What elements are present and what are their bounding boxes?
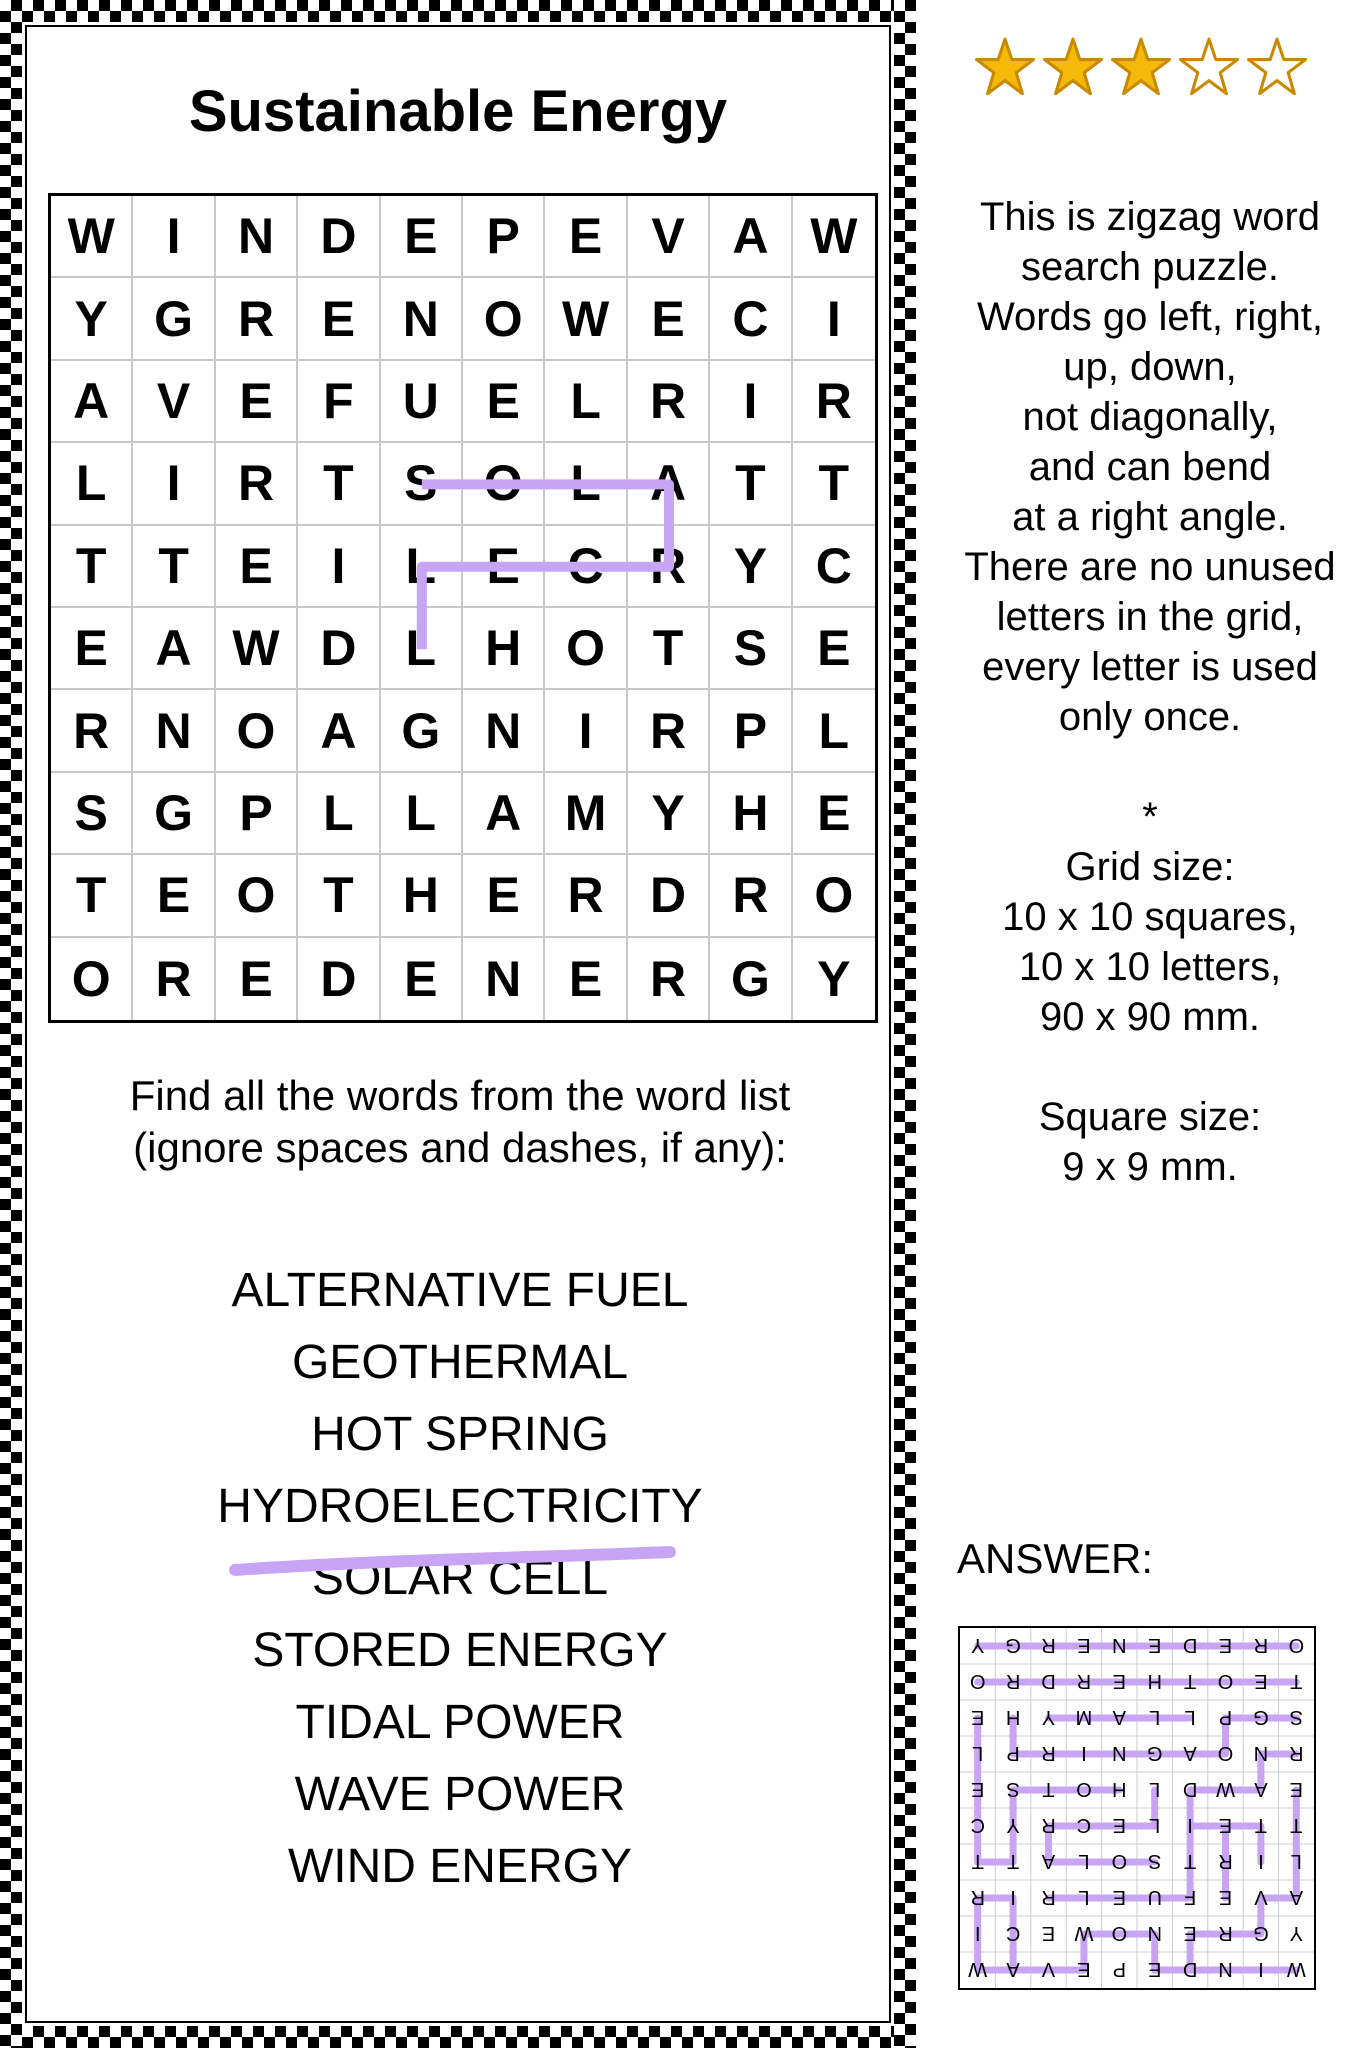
rules-line: every letter is used [982, 645, 1318, 689]
grid-cell[interactable]: R [628, 526, 710, 608]
grid-cell[interactable]: W [793, 196, 875, 278]
grid-cell[interactable]: U [381, 361, 463, 443]
grid-cell[interactable]: E [216, 361, 298, 443]
rules-line: 10 x 10 squares, [1002, 895, 1298, 939]
answer-letter: D [1041, 1670, 1056, 1692]
grid-cell[interactable]: Y [817, 950, 851, 1007]
star-empty-icon [1178, 36, 1240, 98]
grid-cell[interactable]: O [545, 608, 627, 690]
answer-letter: L [1149, 1778, 1161, 1800]
grid-cell[interactable]: T [793, 443, 875, 525]
grid-cell[interactable]: F [298, 361, 380, 443]
answer-letter: S [1006, 1778, 1020, 1800]
answer-letter: C [1005, 1922, 1021, 1944]
answer-letter: R [1076, 1670, 1092, 1692]
answer-letter: G [1253, 1922, 1269, 1944]
answer-letter: R [1041, 1634, 1056, 1656]
rules-line: search puzzle. [1021, 245, 1279, 289]
grid-cell[interactable]: E [216, 526, 298, 608]
answer-label: ANSWER: [957, 1535, 1154, 1582]
rules-line [935, 1042, 1365, 1092]
rules-line: and can bend [1028, 445, 1272, 489]
answer-letter: T [1183, 1850, 1197, 1872]
answer-letter: P [1112, 1958, 1126, 1980]
grid-cell[interactable]: Y [710, 526, 792, 608]
answer-letter: P [1006, 1742, 1020, 1764]
answer-letter: N [1253, 1742, 1269, 1764]
answer-letter: O [1076, 1778, 1092, 1800]
answer-letter: I [1258, 1958, 1264, 1980]
answer-letter: L [972, 1742, 984, 1764]
grid-cell[interactable]: N [463, 690, 545, 772]
answer-letter: N [1112, 1742, 1127, 1764]
answer-letter: L [1290, 1850, 1302, 1872]
rules-line: 90 x 90 mm. [1039, 995, 1261, 1039]
grid-cell[interactable]: S [710, 608, 792, 690]
grid-cell[interactable]: H [381, 855, 463, 937]
answer-letter: H [1112, 1778, 1127, 1800]
answer-letter: C [1076, 1814, 1092, 1836]
star-filled-icon [974, 36, 1036, 98]
answer-letter: Y [1289, 1922, 1303, 1944]
answer-letter: S [1289, 1706, 1303, 1728]
grid-cell[interactable]: S [381, 443, 463, 525]
grid-cell[interactable]: Y [51, 278, 133, 360]
answer-letter: D [1182, 1778, 1198, 1800]
rules-line: This is zigzag word [979, 195, 1321, 239]
grid-cell[interactable]: L [298, 773, 380, 855]
answer-letter: T [1254, 1814, 1268, 1836]
answer-letter: E [1254, 1670, 1268, 1692]
grid-cell[interactable]: G [133, 773, 215, 855]
star-empty-icon [1246, 36, 1308, 98]
answer-letter: R [1041, 1814, 1056, 1836]
grid-cell[interactable]: E [793, 773, 875, 855]
answer-letter: G [1253, 1706, 1269, 1728]
answer-letter: Y [1006, 1814, 1020, 1836]
answer-letter: L [1078, 1850, 1090, 1872]
grid-cell[interactable]: O [793, 855, 875, 937]
answer-letter: M [1075, 1706, 1093, 1728]
word-list-item: WIND ENERGY [287, 1840, 632, 1893]
grid-cell[interactable]: R [216, 443, 298, 525]
grid-cell[interactable]: A [710, 196, 792, 278]
checkered-border-bottom [0, 2026, 916, 2048]
grid-cell[interactable]: E [133, 855, 215, 937]
grid-cell[interactable]: I [710, 361, 792, 443]
word-list-item: STORED ENERGY [252, 1624, 668, 1677]
grid-cell[interactable]: D [298, 938, 380, 1020]
grid-cell[interactable]: A [51, 361, 133, 443]
answer-letter: R [1253, 1634, 1269, 1656]
grid-cell[interactable]: A [133, 608, 215, 690]
grid-cell[interactable]: O [216, 855, 298, 937]
grid-cell[interactable]: T [51, 526, 133, 608]
grid-cell[interactable]: L [381, 773, 463, 855]
grid-cell[interactable]: T [298, 443, 380, 525]
answer-letter: H [1147, 1670, 1162, 1692]
answer-letter: V [1254, 1886, 1268, 1908]
star-filled-icon [1042, 36, 1104, 98]
answer-letter: E [1112, 1814, 1126, 1836]
rules-line: * [1142, 795, 1158, 839]
grid-cell[interactable]: V [628, 196, 710, 278]
answer-letter: T [1290, 1814, 1303, 1836]
answer-letter: E [1112, 1670, 1126, 1692]
grid-cell[interactable]: E [381, 938, 463, 1020]
answer-letter: A [1112, 1706, 1126, 1728]
answer-letter: O [1217, 1670, 1234, 1692]
difficulty-rating [974, 36, 1308, 98]
answer-letter: A [1289, 1886, 1303, 1908]
answer-letter: E [1218, 1814, 1233, 1836]
rules-line [935, 742, 1365, 792]
grid-cell[interactable]: R [545, 855, 627, 937]
answer-letter: G [1146, 1742, 1163, 1764]
answer-letter: E [1077, 1634, 1091, 1656]
rules-line: letters in the grid, [996, 595, 1304, 639]
grid-cell[interactable]: R [51, 690, 133, 772]
grid-cell[interactable]: I [545, 690, 627, 772]
answer-letter: D [1182, 1958, 1198, 1980]
grid-cell[interactable]: L [381, 608, 463, 690]
grid-cell[interactable]: R [628, 361, 710, 443]
grid-cell[interactable]: T [710, 443, 792, 525]
rules-line: up, down, [1063, 345, 1237, 389]
grid-cell[interactable]: N [216, 196, 298, 278]
answer-letter: R [1289, 1742, 1304, 1764]
answer-letter: H [1005, 1706, 1021, 1728]
grid-cell[interactable]: G [710, 938, 792, 1020]
answer-letter: R [1005, 1670, 1021, 1692]
grid-cell[interactable]: V [133, 361, 215, 443]
answer-letter: L [1149, 1706, 1161, 1728]
answer-letter: L [1184, 1706, 1196, 1728]
page-title: Sustainable Energy [188, 79, 728, 144]
grid-cell[interactable]: A [628, 443, 710, 525]
answer-letter: E [971, 1706, 985, 1728]
grid-cell[interactable]: N [133, 690, 215, 772]
grid-cell[interactable]: P [710, 690, 792, 772]
instructions [60, 1070, 860, 1174]
answer-letter: E [1183, 1922, 1197, 1944]
grid-cell[interactable]: I [298, 526, 380, 608]
word-list [60, 1255, 860, 1903]
answer-letter: W [1216, 1778, 1235, 1800]
grid-cell[interactable]: T [133, 526, 215, 608]
grid-cell[interactable]: R [133, 938, 215, 1020]
answer-letter: Y [1041, 1706, 1056, 1728]
answer-letter: A [1183, 1742, 1197, 1764]
answer-letter: E [1148, 1634, 1162, 1656]
answer-letter: W [1074, 1922, 1094, 1944]
word-list-item: ALTERNATIVE FUEL [231, 1264, 689, 1317]
answer-letter: L [1149, 1814, 1161, 1836]
grid-cell[interactable]: W [216, 608, 298, 690]
grid-cell[interactable]: N [381, 278, 463, 360]
grid-cell[interactable]: D [298, 196, 380, 278]
grid-cell[interactable]: C [793, 526, 875, 608]
grid-cell[interactable]: L [51, 443, 133, 525]
word-list-item: GEOTHERMAL [291, 1336, 629, 1389]
answer-letter: T [1006, 1850, 1020, 1872]
grid-cell[interactable]: E [463, 526, 545, 608]
answer-letter: R [1041, 1886, 1056, 1908]
rules-line: There are no unused [964, 545, 1336, 589]
answer-letter: T [1290, 1670, 1303, 1692]
grid-cell[interactable]: D [628, 855, 710, 937]
grid-cell[interactable]: H [710, 773, 792, 855]
answer-letter: E [1289, 1778, 1303, 1800]
grid-cell[interactable]: Y [628, 773, 710, 855]
grid-cell[interactable]: E [463, 855, 545, 937]
grid-cell[interactable]: I [133, 443, 215, 525]
word-search-grid [48, 193, 878, 1023]
answer-letter: O [1111, 1850, 1128, 1872]
answer-letter: N [1112, 1634, 1127, 1656]
grid-cell[interactable]: N [463, 938, 545, 1020]
star-filled-icon [1110, 36, 1172, 98]
grid-cell[interactable]: T [628, 608, 710, 690]
grid-cell[interactable]: I [133, 196, 215, 278]
answer-letter: Y [971, 1634, 985, 1656]
answer-letter: N [1147, 1922, 1162, 1944]
grid-cell[interactable]: C [710, 278, 792, 360]
answer-letter: F [1183, 1886, 1197, 1908]
grid-cell[interactable]: W [545, 278, 627, 360]
grid-cell[interactable]: E [793, 608, 875, 690]
grid-cell[interactable]: A [463, 773, 545, 855]
word-list-item: TIDAL POWER [295, 1696, 625, 1749]
grid-cell[interactable]: L [793, 690, 875, 772]
rules-line: Grid size: [1065, 845, 1235, 889]
answer-letter: E [1218, 1634, 1233, 1656]
grid-cell[interactable]: E [51, 608, 133, 690]
grid-cell[interactable]: I [793, 278, 875, 360]
word-list-item: HOT SPRING [311, 1408, 609, 1461]
answer-letter: A [1254, 1778, 1268, 1800]
grid-cell[interactable]: E [628, 278, 710, 360]
answer-letter: I [1081, 1742, 1087, 1764]
answer-letter: E [1112, 1886, 1126, 1908]
answer-letter: D [1182, 1634, 1198, 1656]
answer-letter: O [1217, 1742, 1234, 1764]
grid-cell[interactable]: W [51, 196, 133, 278]
grid-cell[interactable]: E [463, 361, 545, 443]
answer-letter: O [969, 1670, 986, 1692]
instruction-line: (ignore spaces and dashes, if any): [133, 1124, 787, 1171]
grid-cell[interactable]: O [51, 938, 133, 1020]
answer-letter: V [1041, 1958, 1056, 1980]
answer-letter: E [1218, 1886, 1233, 1908]
grid-cell[interactable]: R [710, 855, 792, 937]
grid-cell[interactable]: E [216, 938, 298, 1020]
grid-cell[interactable]: E [298, 278, 380, 360]
grid-cell[interactable]: O [463, 278, 545, 360]
answer-letter: E [971, 1778, 985, 1800]
answer-letter: R [1041, 1742, 1056, 1764]
grid-cell[interactable]: E [545, 938, 627, 1020]
answer-letter: A [1006, 1958, 1020, 1980]
answer-letter: W [1286, 1958, 1306, 1980]
grid-cell[interactable]: L [545, 443, 627, 525]
rules-line: 10 x 10 letters, [1018, 945, 1282, 989]
grid-cell[interactable]: O [216, 690, 298, 772]
answer-letter: R [1218, 1850, 1233, 1872]
answer-letter: T [971, 1850, 984, 1872]
word-list-item: WAVE POWER [294, 1768, 626, 1821]
answer-letter: W [968, 1958, 988, 1980]
word-list-item: HYDROELECTRICITY [217, 1480, 703, 1533]
rules-line: at a right angle. [1012, 495, 1288, 539]
answer-letter: O [1111, 1922, 1128, 1944]
answer-letter: I [974, 1922, 981, 1944]
grid-cell[interactable]: S [51, 773, 133, 855]
rules-line: only once. [1058, 695, 1242, 739]
answer-letter: E [1077, 1958, 1091, 1980]
answer-letter: T [1042, 1778, 1055, 1800]
answer-letter: I [1187, 1814, 1193, 1836]
answer-letter: S [1148, 1850, 1162, 1872]
checkered-border-left [0, 0, 22, 2048]
rules-text [935, 192, 1365, 1192]
answer-letter: R [1218, 1922, 1233, 1944]
grid-cell[interactable]: P [216, 773, 298, 855]
answer-letter: C [970, 1814, 985, 1836]
answer-letter: A [1041, 1850, 1056, 1872]
answer-key [958, 1626, 1316, 1990]
grid-cell[interactable]: R [216, 278, 298, 360]
grid-cell[interactable]: L [381, 526, 463, 608]
answer-letter: G [1005, 1634, 1021, 1656]
grid-cell[interactable]: G [133, 278, 215, 360]
grid-cell[interactable]: O [463, 443, 545, 525]
answer-letter: T [1183, 1670, 1197, 1692]
grid-cell[interactable]: D [298, 608, 380, 690]
answer-letter: U [1147, 1886, 1162, 1908]
word-list-item: SOLAR CELL [311, 1552, 609, 1605]
grid-cell[interactable]: M [545, 773, 627, 855]
answer-letter: L [1078, 1886, 1090, 1908]
grid-cell[interactable]: T [51, 855, 133, 937]
grid-cell[interactable]: E [381, 196, 463, 278]
checkered-border-right [894, 0, 916, 2048]
answer-letter: E [1041, 1922, 1056, 1944]
grid-cell[interactable]: H [463, 608, 545, 690]
answer-letter: N [1218, 1958, 1233, 1980]
rules-line: Square size: [1038, 1095, 1262, 1139]
checkered-border-top [0, 0, 916, 22]
grid-cell[interactable]: R [628, 690, 710, 772]
grid-cell[interactable]: R [793, 361, 875, 443]
answer-letter: R [970, 1886, 985, 1908]
answer-letter: I [1258, 1850, 1264, 1872]
rules-line: not diagonally, [1022, 395, 1278, 439]
grid-cell[interactable]: L [545, 361, 627, 443]
grid-cell[interactable]: C [545, 526, 627, 608]
grid-cell[interactable]: A [298, 690, 380, 772]
answer-letter: O [1288, 1634, 1305, 1656]
grid-cell[interactable]: E [545, 196, 627, 278]
instruction-line: Find all the words from the word list [129, 1072, 791, 1119]
rules-line: Words go left, right, [976, 295, 1324, 339]
rules-line: 9 x 9 mm. [1062, 1145, 1238, 1189]
grid-cell[interactable]: P [463, 196, 545, 278]
answer-letter: P [1218, 1706, 1233, 1728]
grid-cell[interactable]: G [381, 690, 463, 772]
answer-letter: I [1010, 1886, 1016, 1908]
answer-letter: E [1148, 1958, 1162, 1980]
grid-cell[interactable]: R [628, 938, 710, 1020]
grid-cell[interactable]: T [298, 855, 380, 937]
